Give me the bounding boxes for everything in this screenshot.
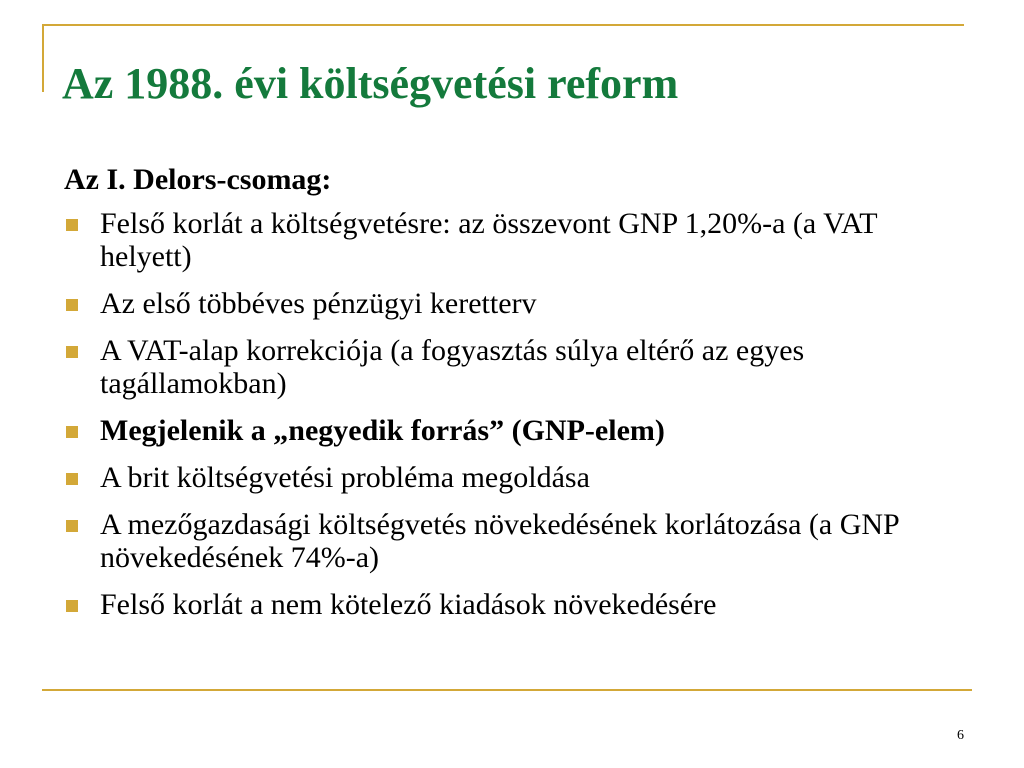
page-number: 6 (957, 728, 964, 743)
square-bullet-icon (66, 346, 78, 358)
bullet-text: Felső korlát a nem kötelező kiadások növekedésére (100, 588, 717, 621)
bullet-item (64, 461, 964, 494)
square-bullet-icon (66, 600, 78, 612)
bullet-item (64, 334, 964, 400)
bullet-text: A VAT-alap korrekciója (a fogyasztás súlya eltérő az egyes tagállamokban) (100, 334, 805, 400)
bullet-text: Felső korlát a költségvetésre: az összevont GNP 1,20%-a (a VAT helyett) (100, 207, 878, 273)
bullet-text: A mezőgazdasági költségvetés növekedésének korlátozása (a GNP növekedésének 74%-a) (100, 508, 899, 574)
bullet-text: A brit költségvetési probléma megoldása (100, 461, 590, 494)
square-bullet-icon (66, 219, 78, 231)
square-bullet-icon (66, 426, 78, 438)
bullet-item (64, 414, 964, 447)
slide-title: Az 1988. évi költségvetési reform (62, 59, 679, 108)
frame-bottom-rule (42, 689, 972, 691)
bullet-item (64, 287, 964, 320)
bullet-item (64, 508, 964, 574)
slide-subheading: Az I. Delors-csomag: (64, 163, 332, 196)
bullet-item (64, 588, 964, 621)
square-bullet-icon (66, 520, 78, 532)
frame-left-rule (42, 24, 44, 92)
frame-top-rule (42, 24, 964, 26)
bullet-text: Az első többéves pénzügyi keretterv (100, 287, 537, 320)
bullet-item (64, 207, 964, 273)
square-bullet-icon (66, 473, 78, 485)
bullet-list (64, 207, 964, 621)
bullet-text: Megjelenik a „negyedik forrás” (GNP-elem) (100, 414, 665, 447)
slide-content (64, 160, 964, 635)
square-bullet-icon (66, 299, 78, 311)
